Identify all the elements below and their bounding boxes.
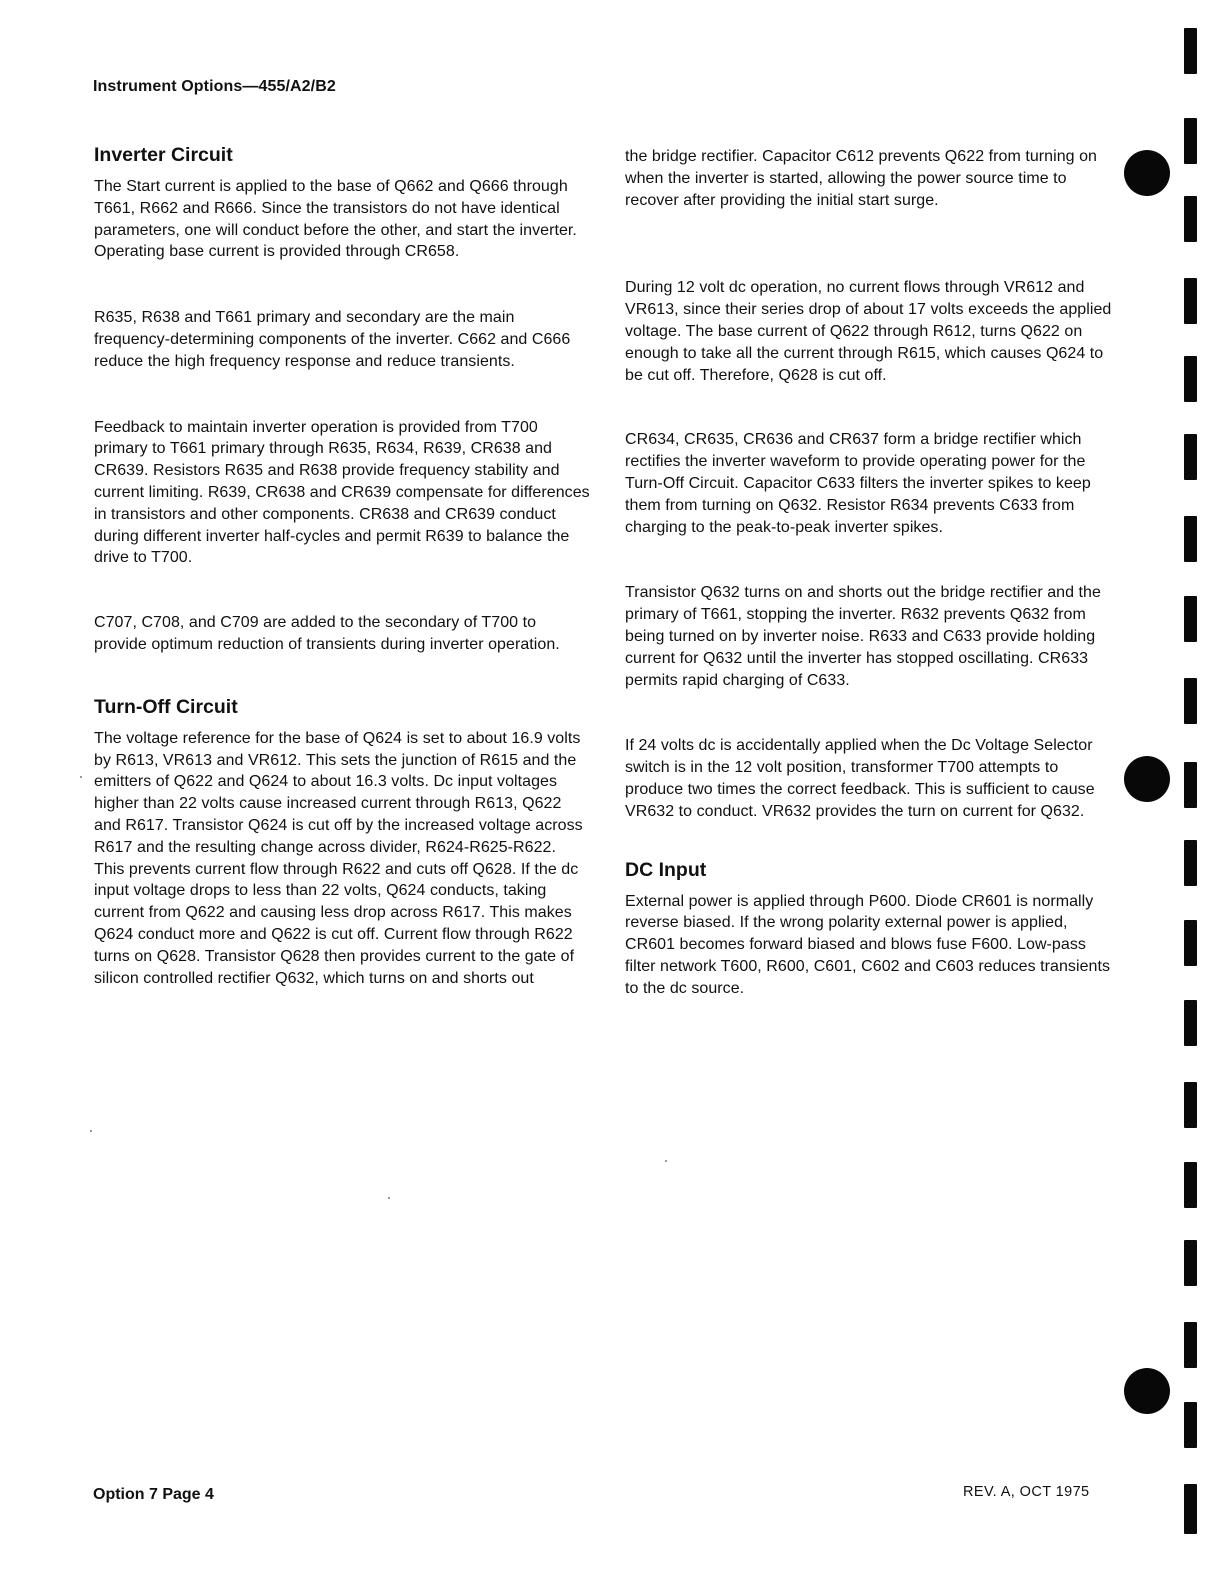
scan-speck [80, 776, 82, 778]
page-header: Instrument Options—455/A2/B2 [93, 78, 336, 95]
section-heading-dc-input: DC Input [625, 858, 707, 881]
paragraph: Transistor Q632 turns on and shorts out the bridge rectifier and the primary of T661, stopping the inverter. R632 prevents Q632 from being turned on by inverter noise. R633 and C633 provide holding current for Q632 until the inverter has stopped oscillating. CR633 permits rapid charging of C633. [625, 584, 1101, 689]
paragraph: Feedback to maintain inverter operation is provided from T700 primary to T661 primary through R635, R634, R639, CR638 and CR639. Resistors R635 and R638 provide frequency stability and current limiting. R639, CR638 and CR639 compensate for differences in transistors and other components. CR638 and CR639 conduct during different inverter half-cycles and permit R639 to balance the drive to T700. [94, 418, 590, 567]
margin-mark [1184, 356, 1197, 402]
paragraph: The voltage reference for the base of Q624 is set to about 16.9 volts by R613, VR613 and VR612. This sets the junction of R615 and the emitters of Q622 and Q624 to about 16.3 volts. Dc input voltages higher than 22 volts cause increased current through R613, Q622 and R617. Transistor Q624 is cut off by the increased voltage across R617 and the resulting change across divider, R624-R625-R622. This prevents current flow through R622 and cuts off Q628. If the dc input voltage drops to less than 22 volts, Q624 conducts, taking current from Q622 and causing less drop across R617. This makes Q624 conduct more and Q622 is cut off. Current flow through R622 turns on Q628. Transistor Q628 then provides current to the gate of silicon controlled rectifier Q632, which turns on and shorts out [94, 729, 583, 987]
margin-mark [1184, 1402, 1197, 1448]
margin-mark [1184, 1322, 1197, 1368]
scan-speck [90, 1130, 92, 1132]
paragraph: R635, R638 and T661 primary and secondary are the main frequency-determining components of the inverter. C662 and C666 reduce the high frequency response and reduce transients. [94, 309, 571, 370]
section-heading-turn-off-circuit: Turn-Off Circuit [94, 695, 238, 718]
margin-mark [1184, 840, 1197, 886]
margin-mark [1184, 762, 1197, 808]
margin-mark [1184, 278, 1197, 324]
margin-mark [1184, 1484, 1197, 1534]
margin-mark [1184, 1082, 1197, 1128]
margin-mark [1184, 596, 1197, 642]
margin-mark [1184, 516, 1197, 562]
margin-mark [1184, 118, 1197, 164]
paragraph: the bridge rectifier. Capacitor C612 prevents Q622 from turning on when the inverter is started, allowing the power source time to recover after providing the initial start surge. [625, 148, 1097, 209]
left-column [94, 142, 590, 989]
revision-label: REV. A, OCT 1975 [963, 1484, 1090, 1500]
section-heading-inverter-circuit: Inverter Circuit [94, 144, 233, 166]
margin-mark [1184, 678, 1197, 724]
margin-mark [1184, 1000, 1197, 1046]
punch-hole [1124, 756, 1170, 802]
paragraph: C707, C708, and C709 are added to the secondary of T700 to provide optimum reduction of transients during inverter operation. [94, 614, 560, 653]
margin-mark [1184, 1240, 1197, 1286]
right-column [625, 142, 1117, 1000]
scan-speck [388, 1197, 390, 1199]
paragraph: During 12 volt dc operation, no current flows through VR612 and VR613, since their series drop of about 17 volts exceeds the applied voltage. The base current of Q622 through R612, turns Q622 on enough to take all the current through R615, which causes Q624 to be cut off. Therefore, Q628 is cut off. [625, 279, 1112, 384]
margin-mark [1184, 28, 1197, 74]
margin-mark [1184, 196, 1197, 242]
paragraph: External power is applied through P600. Diode CR601 is normally reverse biased. If the wrong polarity external power is applied, CR601 becomes forward biased and blows fuse F600. Low-pass filter network T600, R600, C601, C602 and C603 reduces transients to the dc source. [625, 892, 1111, 997]
punch-hole [1124, 1368, 1170, 1414]
punch-hole [1124, 150, 1170, 196]
paragraph: If 24 volts dc is accidentally applied when the Dc Voltage Selector switch is in the 12 volt position, transformer T700 attempts to produce two times the correct feedback. This is sufficient to cause VR632 to conduct. VR632 provides the turn on current for Q632. [625, 737, 1095, 820]
paragraph: CR634, CR635, CR636 and CR637 form a bridge rectifier which rectifies the inverter waveform to provide operating power for the Turn-Off Circuit. Capacitor C633 filters the inverter spikes to keep them from turning on Q632. Resistor R634 prevents C633 from charging to the peak-to-peak inverter spikes. [625, 431, 1091, 536]
paragraph: The Start current is applied to the base of Q662 and Q666 through T661, R662 and R666. Since the transistors do not have identical parameters, one will conduct before the other, and start the inverter. Operating base current is provided through CR658. [94, 178, 577, 261]
margin-mark [1184, 1162, 1197, 1208]
margin-mark [1184, 920, 1197, 966]
page-number-label: Option 7 Page 4 [93, 1486, 214, 1503]
scan-speck [665, 1160, 667, 1162]
margin-mark [1184, 434, 1197, 480]
